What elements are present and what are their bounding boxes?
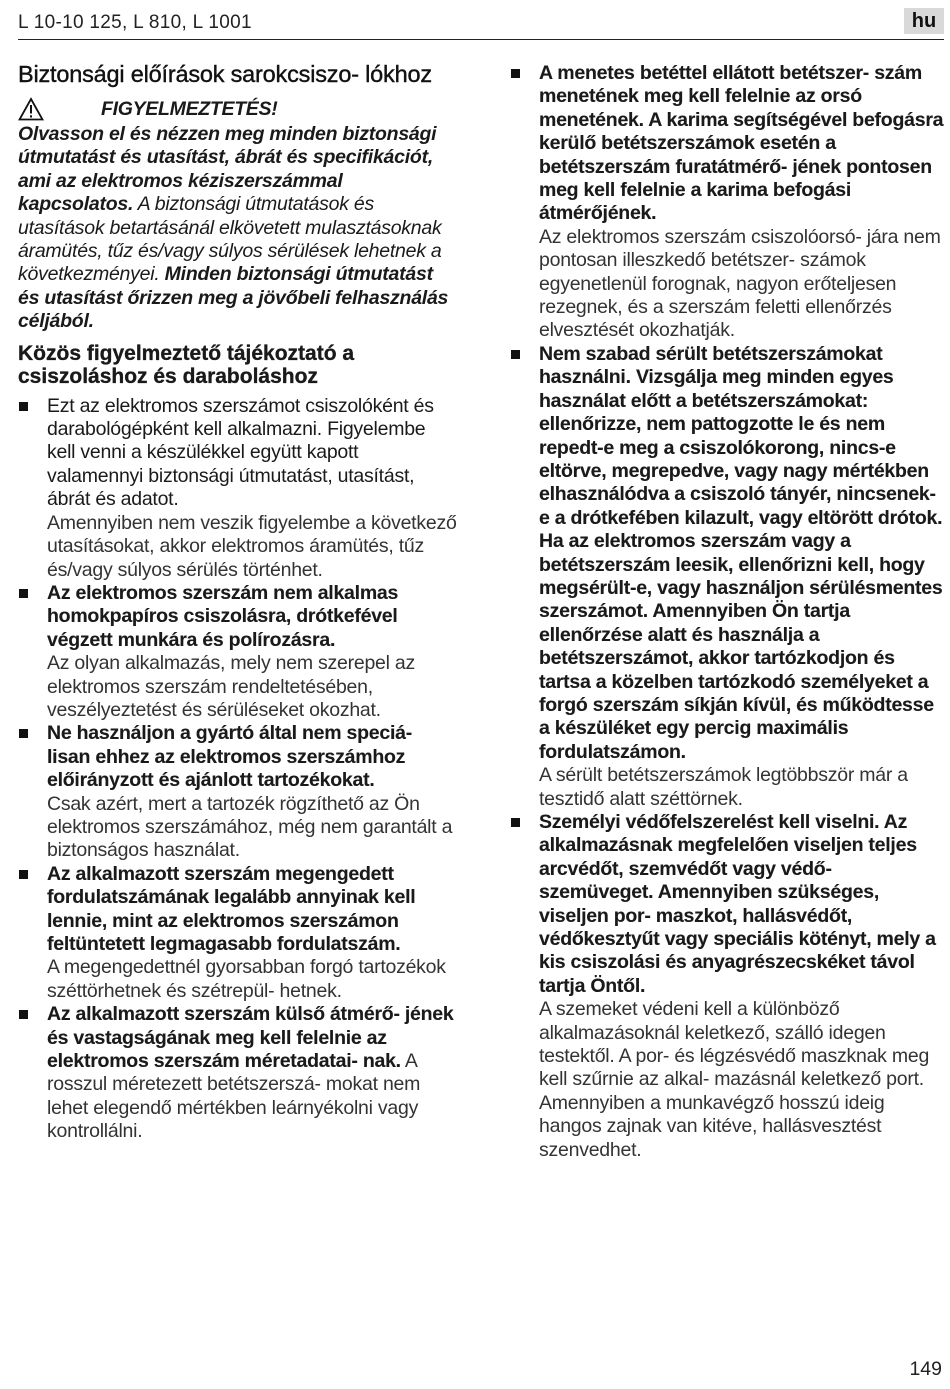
list-item: [18, 863, 458, 1003]
bullet-marker: [19, 870, 28, 879]
list-item: [510, 343, 946, 811]
bullet-lead: Az elektromos szerszám nem alkalmas homokpapíros csiszolásra, drótkefével végzett munkára és polírozásra.: [47, 581, 399, 651]
bullet-note: Amennyiben nem veszik figyelembe a következő utasításokat, akkor elektromos áramütés, tűz és/vagy súlyos sérülés történhet.: [47, 511, 457, 581]
bullet-lead: Nem szabad sérült betétszerszámokat használni. Vizsgálja meg minden egyes használat előtt a betétszerszámokat: ellenőrizze, nem pattogzotte le és nem repedt-e meg a csiszolókorong, nincs-e eltörve, megrepedve, vagy nagy mértékben elhasználódva a csiszoló tányér, nincsenek-e a drótkefében kilazult, vagy eltörött drótok. Ha az elektromos szerszám vagy a betétszerszám leesik, ellenőrizni kell, hogy megsérült-e, vagy használjon sérülésmentes szerszámot. Amennyiben Ön tartja ellenőrzése alatt és használja a betétszerszámot, akkor tartózkodjon és tartsa a közelben tartózkodó személyeket a forgó szerszám síkján kívül, és működtesse a készüléket egy percig maximális fordulatszámon.: [539, 342, 943, 763]
list-item: [18, 582, 458, 722]
bullet-inline-note: A rosszul méretezett betétszerszá- mokat nem lehet elegendő mértékben leárnyékolni vagy kontrollálni.: [47, 1050, 421, 1143]
warning-label: FIGYELMEZTETÉS!: [101, 97, 278, 120]
language-badge: hu: [904, 8, 944, 34]
subsection-title: Közös figyelmeztető tájékoztató a csiszoláshoz és daraboláshoz: [18, 341, 355, 389]
bullet-note: Az elektromos szerszám csiszolóorsó- jára nem pontosan illeszkedő betétszer- számok egyenetlenül forognak, nagyon erőteljesen rezegnek, és a szerszám feletti ellenőrzés elvesztését okozhatják.: [539, 225, 941, 342]
page-number: 149: [909, 1358, 942, 1380]
bullet-marker: [511, 818, 520, 827]
list-item: [510, 811, 946, 1162]
bullet-marker: [511, 350, 520, 359]
warning-heading: [18, 93, 458, 125]
list-item: [18, 1003, 458, 1143]
intro-paragraph: [18, 123, 458, 334]
bullet-lead: Személyi védőfelszerelést kell viselni. Az alkalmazásnak megfelelően viseljen teljes arcvédőt, szemvédőt vagy védő- szemüveget. Amennyiben szükséges, viseljen por- maszkot, hallásvédőt, védőkesztyűt vagy speciális kötényt, mely a kis csiszolási és anyagrészecskéket távol tartja Öntől.: [539, 811, 936, 997]
bullet-marker: [19, 729, 28, 738]
right-column: [510, 62, 946, 1162]
intro-bold: Olvasson el és nézzen meg minden biztonsági útmutatást és utasítást, ábrát és specifikációt, ami az elektromos kéziszerszámmal kapcsolatos.: [18, 123, 437, 216]
bullet-note: Csak azért, mert a tartozék rögzíthető az Ön elektromos szerszámához, még nem garantált a biztonságos használat.: [47, 792, 453, 862]
bullet-marker: [511, 69, 520, 78]
bullet-lead: Ne használjon a gyártó által nem speciá- lisan ehhez az elektromos szerszámhoz előirányzott és ajánlott tartozékokat.: [47, 722, 412, 792]
intro-regular: A biztonsági útmutatások és utasítások betartásánál elkövetett mulasztásoknak áramütés, tűz és/vagy súlyos sérülések lehetnek a következményei.: [18, 193, 442, 286]
left-bullet-list: [18, 395, 458, 1144]
bullet-marker: [19, 402, 28, 411]
bullet-note: A megengedettnél gyorsabban forgó tartozékok széttörhetnek és szétrepül- hetnek.: [47, 956, 446, 1002]
list-item: [18, 395, 458, 582]
section-title: [18, 62, 458, 87]
list-item: [18, 722, 458, 862]
bullet-marker: [19, 1010, 28, 1019]
bullet-combined: [47, 1003, 458, 1143]
intro-bold-end: Minden biztonsági útmutatást és utasítást őrizzen meg a jövőbeli felhasználás céljából.: [18, 263, 449, 333]
list-item: [510, 62, 946, 343]
bullet-note: A szemeket védeni kell a különböző alkalmazásoknál keletkező, szálló idegen testektől. A por- és légzésvédő maszknak meg kell szűrnie az alkal- mazásnál keletkező port. Amennyiben a munkavégző hosszú ideig hangos zajnak van kitéve, hallásvesztést szenvedhet.: [539, 998, 930, 1161]
bullet-lead: Ezt az elektromos szerszámot csiszolóként és darabológépként kell alkalmazni. Figyelembe kell venni a készülékkel együtt kapott valamennyi biztonsági útmutatást, utasítást, ábrát és adatot.: [47, 394, 434, 511]
right-bullet-list: [510, 62, 946, 1162]
page-header: [18, 8, 944, 40]
bullet-lead: Az alkalmazott szerszám külső átmérő- jének és vastagságának meg kell felelnie az elektromos szerszám méretadatai- nak.: [47, 1003, 454, 1073]
bullet-marker: [19, 589, 28, 598]
warning-triangle-icon: [18, 97, 44, 121]
model-reference: L 10-10 125, L 810, L 1001: [18, 12, 252, 33]
bullet-lead: Az alkalmazott szerszám megengedett fordulatszámának legalább annyinak kell lennie, mint az elektromos szerszámon feltüntetett legmagasabb fordulatszám.: [47, 862, 416, 955]
bullet-lead: A menetes betéttel ellátott betétszer- szám menetének meg kell felelnie az orsó menetének. A karima segítségével befogásra kerülő betétszerszámok esetén a betétszerszám furatátmérő- jének pontosen meg kell felelnie a karima befogási átmérőjének.: [539, 62, 944, 225]
left-column: [18, 62, 458, 1144]
section-title-text: Biztonsági előírások sarokcsiszo- lókhoz: [18, 61, 432, 87]
bullet-note: Az olyan alkalmazás, mely nem szerepel az elektromos szerszám rendeltetésében, veszélyeztetést és sérüléseket okozhat.: [47, 652, 415, 721]
bullet-note: A sérült betétszerszámok legtöbbször már a tesztidő alatt széttörnek.: [539, 764, 908, 810]
